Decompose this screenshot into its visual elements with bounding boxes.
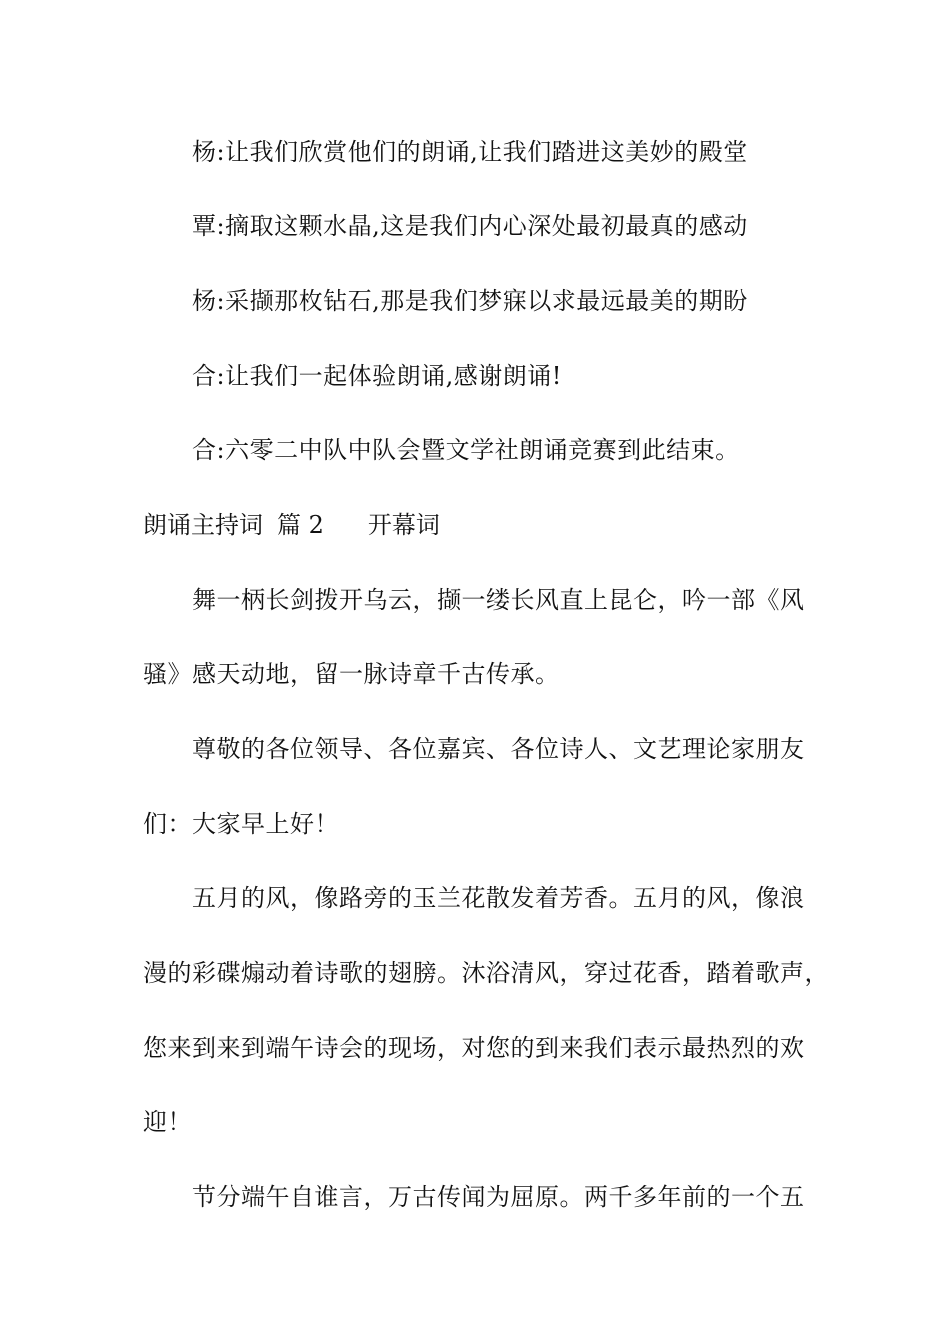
heading-title: 朗诵主持词	[143, 511, 263, 539]
dialogue-line: 合:让我们一起体验朗诵,感谢朗诵!	[192, 362, 562, 390]
paragraph-line: 节分端午自谁言，万古传闻为屈原。两千多年前的一个五	[192, 1183, 805, 1211]
paragraph-line: 五月的风，像路旁的玉兰花散发着芳香。五月的风，像浪	[192, 884, 805, 912]
paragraph-line: 骚》感天动地，留一脉诗章千古传承。	[143, 660, 560, 688]
dialogue-line: 杨:让我们欣赏他们的朗诵,让我们踏进这美妙的殿堂	[192, 138, 748, 166]
dialogue-line: 合:六零二中队中队会暨文学社朗诵竞赛到此结束。	[192, 436, 740, 464]
paragraph-line: 舞一柄长剑拨开乌云，撷一缕长风直上昆仑，吟一部《风	[192, 586, 805, 614]
dialogue-line: 杨:采撷那枚钻石,那是我们梦寐以求最远最美的期盼	[192, 287, 748, 315]
section-heading	[143, 510, 440, 540]
paragraph-line: 尊敬的各位领导、各位嘉宾、各位诗人、文艺理论家朋友	[192, 735, 805, 763]
heading-section: 篇 2	[277, 511, 324, 539]
paragraph-line: 漫的彩碟煽动着诗歌的翅膀。沐浴清风，穿过花香，踏着歌声，	[143, 959, 829, 987]
paragraph-line: 迎！	[143, 1108, 192, 1136]
dialogue-line: 覃:摘取这颗水晶,这是我们内心深处最初最真的感动	[192, 212, 748, 240]
heading-subtitle: 开幕词	[367, 511, 440, 539]
paragraph-line: 们：大家早上好！	[143, 810, 339, 838]
paragraph-line: 您来到来到端午诗会的现场，对您的到来我们表示最热烈的欢	[143, 1034, 805, 1062]
